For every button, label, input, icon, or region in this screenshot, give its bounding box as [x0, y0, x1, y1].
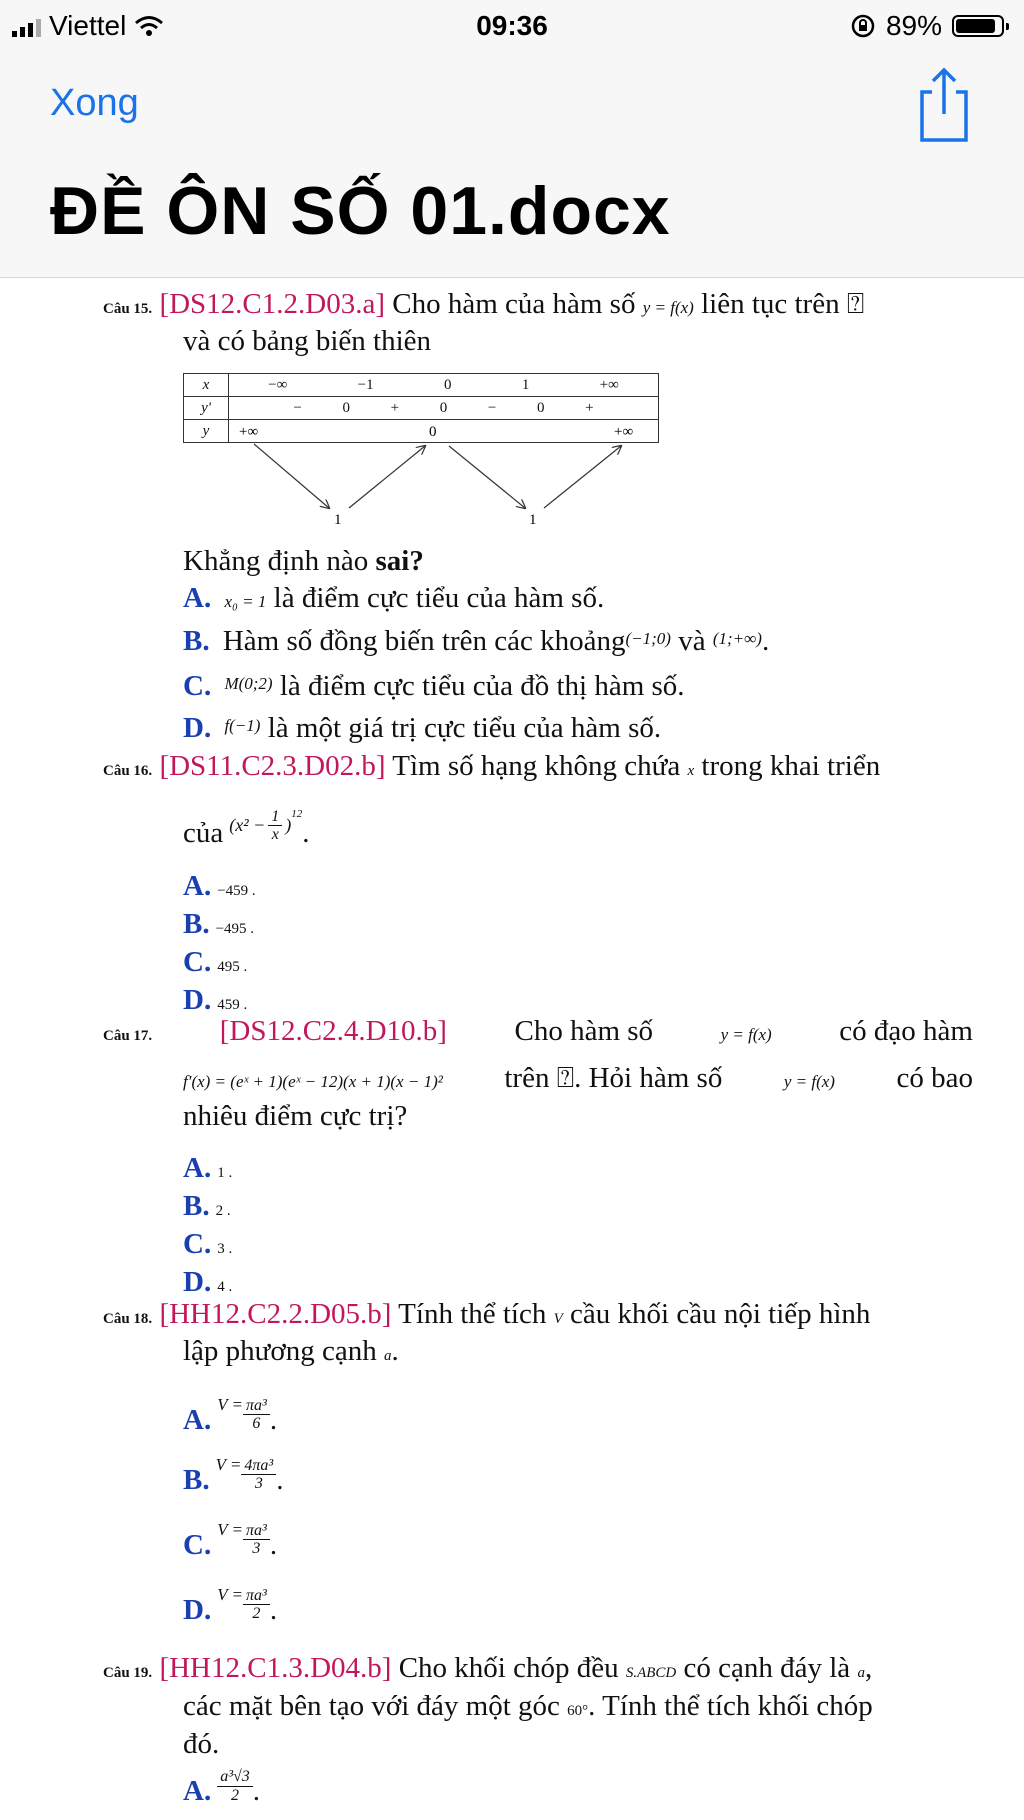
table-x-label: x	[184, 374, 229, 397]
table-x-value: 0	[443, 376, 452, 393]
q18-option-c	[183, 1520, 277, 1562]
q17-derivative: f′(x) = (eˣ + 1)(eˣ − 12)(x + 1)(x − 1)²	[183, 1072, 443, 1091]
done-button[interactable]: Xong	[50, 82, 139, 124]
q15-option-b	[183, 625, 769, 658]
q17-func2: y = f(x)	[783, 1072, 835, 1091]
q16-line1	[103, 750, 880, 783]
option-label: A.	[183, 870, 212, 902]
carrier-label: Viettel	[49, 10, 127, 41]
q19-text1: Cho khối chóp đều	[398, 1652, 619, 1684]
option-label: C.	[183, 1529, 212, 1561]
q15-b-math1: (−1;0)	[625, 629, 671, 648]
q18-d-dot: .	[269, 1594, 278, 1626]
y-top-1: +∞	[239, 424, 259, 440]
q19-var: a	[857, 1665, 865, 1681]
status-right	[850, 10, 1004, 42]
y-top-3: +∞	[614, 424, 634, 440]
table-yp-value: −	[293, 399, 302, 416]
q15-a-text: là điểm cực tiểu của hàm số.	[273, 582, 605, 614]
status-bar	[0, 0, 1024, 52]
q15-code: [DS12.C1.2.D03.a]	[159, 288, 385, 320]
q19-angle: 60°	[567, 1703, 589, 1719]
q18-var2: a	[383, 1348, 392, 1364]
y-bottom-1: 1	[334, 512, 342, 528]
q16-line2	[183, 790, 310, 850]
option-label: D.	[183, 712, 212, 744]
q15-option-d	[183, 712, 661, 745]
table-yp-value: 0	[439, 399, 448, 416]
rotation-lock-icon	[850, 13, 876, 39]
q18-code: [HH12.C2.2.D05.b]	[159, 1298, 392, 1330]
q18-a-num: πa³	[243, 1397, 270, 1416]
table-y-label: y	[184, 420, 229, 443]
q15-b-end: .	[761, 625, 770, 657]
q15-c-math: M(0;2)	[224, 674, 273, 693]
q15-line2: và có bảng biến thiên	[183, 325, 432, 357]
q16-expression	[229, 808, 302, 844]
table-x-value: 1	[521, 376, 530, 393]
q15-option-a	[183, 582, 604, 615]
table-yp-value: +	[390, 399, 400, 416]
q18-text1: Tính thể tích	[398, 1298, 547, 1330]
q17-a-value: 1 .	[217, 1165, 233, 1181]
q15-b-math2: (1;+∞)	[712, 629, 762, 648]
q16-d-value: 459 .	[217, 997, 248, 1013]
table-yp-value: 0	[342, 399, 350, 416]
q19-a-den: 2	[230, 1786, 239, 1804]
q18-line1	[103, 1298, 870, 1331]
table-yp-value: −	[487, 399, 497, 416]
q19-pyramid: S.ABCD	[625, 1665, 677, 1681]
q18-a-den: 6	[252, 1415, 261, 1433]
q18-text2: cầu khối cầu nội tiếp hình	[570, 1298, 871, 1330]
q19-a-dot: .	[252, 1775, 261, 1808]
q16-text3: của	[183, 817, 224, 849]
q19-label: Câu 19.	[103, 1665, 153, 1681]
q16-text1: Tìm số hạng không chứa	[392, 750, 681, 782]
table-yp-value: 0	[537, 399, 545, 416]
q17-label: Câu 17.	[103, 1028, 153, 1044]
q15-b-text: Hàm số đồng biến trên các khoảng	[222, 625, 626, 657]
q15-d-text: là một giá trị cực tiểu của hàm số.	[267, 712, 662, 744]
q18-a-dot: .	[269, 1404, 278, 1436]
q17-c-value: 3 .	[217, 1241, 233, 1257]
q16-option-b	[183, 908, 254, 941]
q18-option-b	[183, 1455, 283, 1497]
q16-exp: 12	[291, 807, 303, 820]
table-yp-row	[229, 397, 659, 420]
q18-b-num: 4πa³	[241, 1457, 276, 1476]
q19-line3: đó.	[183, 1728, 220, 1760]
battery-percent: 89%	[885, 10, 942, 41]
q17-text2: có đạo hàm	[839, 1015, 973, 1047]
q18-d-den: 2	[252, 1605, 261, 1623]
option-label: B.	[183, 625, 210, 657]
table-x-row	[229, 374, 659, 397]
q17-line2	[183, 1062, 973, 1095]
navigation-bar	[0, 52, 1024, 278]
q15-text2: liên tục trên ⍰	[701, 288, 865, 320]
q19-a-num: a³√3	[217, 1768, 253, 1787]
q19-line1	[103, 1652, 872, 1685]
q16-frac-num: 1	[268, 808, 282, 827]
q17-line3: nhiêu điểm cực trị?	[183, 1100, 408, 1132]
option-label: A.	[183, 582, 212, 614]
q17-text3: trên ⍰. Hỏi hàm số	[504, 1062, 723, 1094]
q18-b-den: 3	[254, 1475, 263, 1493]
option-label: C.	[183, 946, 212, 978]
status-time: 09:36	[476, 10, 548, 41]
q15-ask	[183, 545, 424, 578]
option-label: D.	[183, 984, 212, 1016]
q18-option-a	[183, 1395, 277, 1437]
q16-c-value: 495 .	[217, 959, 248, 975]
q16-frac-den: x	[271, 826, 279, 844]
q18-b-dot: .	[276, 1464, 284, 1496]
variation-table	[183, 373, 659, 528]
q19-comma: ,	[864, 1652, 873, 1684]
q18-c-num: πa³	[243, 1522, 270, 1541]
option-label: B.	[183, 908, 210, 940]
q16-code: [DS11.C2.3.D02.b]	[159, 750, 386, 782]
y-bottom-2: 1	[529, 512, 537, 528]
q17-code: [DS12.C2.4.D10.b]	[219, 1015, 447, 1047]
q18-label: Câu 18.	[103, 1311, 153, 1327]
option-label: A.	[183, 1404, 212, 1436]
q16-end: .	[302, 817, 310, 849]
option-label: D.	[183, 1594, 212, 1626]
q17-option-d	[183, 1266, 232, 1299]
q19-line2	[183, 1690, 873, 1723]
q15-func: y = f(x)	[642, 298, 694, 317]
option-label: B.	[183, 1464, 210, 1496]
q15-line1	[103, 288, 864, 321]
option-label: A.	[183, 1152, 212, 1184]
q15-label: Câu 15.	[103, 301, 153, 317]
q18-line2	[183, 1335, 399, 1368]
table-yp-label: y'	[184, 397, 229, 420]
table-arrows	[229, 420, 649, 528]
q17-d-value: 4 .	[217, 1279, 233, 1295]
q19-code: [HH12.C1.3.D04.b]	[159, 1652, 392, 1684]
q17-option-c	[183, 1228, 232, 1261]
q16-expr-left: (x² −	[229, 815, 266, 836]
q18-end: .	[391, 1335, 399, 1367]
option-label: D.	[183, 1266, 212, 1298]
q17-text1: Cho hàm số	[514, 1015, 654, 1047]
q16-label: Câu 16.	[103, 763, 153, 779]
table-x-value: −∞	[268, 376, 288, 393]
q18-text3: lập phương cạnh	[183, 1335, 377, 1367]
q15-option-c	[183, 670, 685, 703]
q18-c-lhs: V =	[217, 1520, 244, 1539]
option-label: A.	[183, 1775, 212, 1808]
q17-b-value: 2 .	[215, 1203, 231, 1219]
q15-c-text: là điểm cực tiểu của đồ thị hàm số.	[279, 670, 685, 702]
q15-a-math: x₀ = 1	[224, 592, 267, 611]
option-label: B.	[183, 1190, 210, 1222]
q19-text2: có cạnh đáy là	[683, 1652, 851, 1684]
q19-option-a	[183, 1768, 260, 1808]
q16-option-a	[183, 870, 256, 903]
q15-text1: Cho hàm của hàm số	[392, 288, 636, 320]
q17-text4: có bao	[896, 1062, 973, 1094]
q15-b-and: và	[678, 625, 706, 657]
table-x-value: −1	[357, 376, 374, 393]
share-icon[interactable]	[914, 64, 974, 144]
table-x-value: +∞	[599, 376, 619, 393]
q18-c-den: 3	[252, 1540, 261, 1558]
q18-var: V	[553, 1311, 563, 1327]
q16-option-c	[183, 946, 247, 979]
q16-expr-right: )	[285, 815, 292, 836]
q18-a-lhs: V =	[217, 1395, 244, 1414]
q15-ask-bold: sai?	[375, 545, 424, 577]
q17-func: y = f(x)	[720, 1025, 772, 1044]
q16-a-value: −459 .	[217, 883, 256, 899]
q16-var: x	[687, 763, 695, 779]
table-y-row	[229, 420, 659, 528]
q18-b-lhs: V =	[215, 1455, 242, 1474]
y-top-2: 0	[429, 424, 437, 440]
document-title: ĐỀ ÔN SỐ 01.docx	[50, 173, 671, 249]
q19-text4: . Tính thể tích khối chóp	[588, 1690, 873, 1722]
q16-option-d	[183, 984, 247, 1017]
q18-d-lhs: V =	[217, 1585, 244, 1604]
table-yp-value: +	[585, 399, 594, 416]
battery-icon	[952, 15, 1004, 37]
q16-text2: trong khai triển	[701, 750, 881, 782]
q17-option-b	[183, 1190, 231, 1223]
q16-b-value: −495 .	[215, 921, 255, 937]
q15-ask-text: Khẳng định nào	[183, 545, 369, 577]
option-label: C.	[183, 1228, 212, 1260]
q18-c-dot: .	[269, 1529, 278, 1561]
q19-text3: các mặt bên tạo với đáy một góc	[183, 1690, 560, 1722]
q17-option-a	[183, 1152, 232, 1185]
option-label: C.	[183, 670, 212, 702]
q15-d-math: f(−1)	[224, 716, 261, 735]
q18-option-d	[183, 1585, 277, 1627]
q18-d-num: πa³	[243, 1587, 270, 1606]
q17-line1	[103, 1015, 973, 1048]
